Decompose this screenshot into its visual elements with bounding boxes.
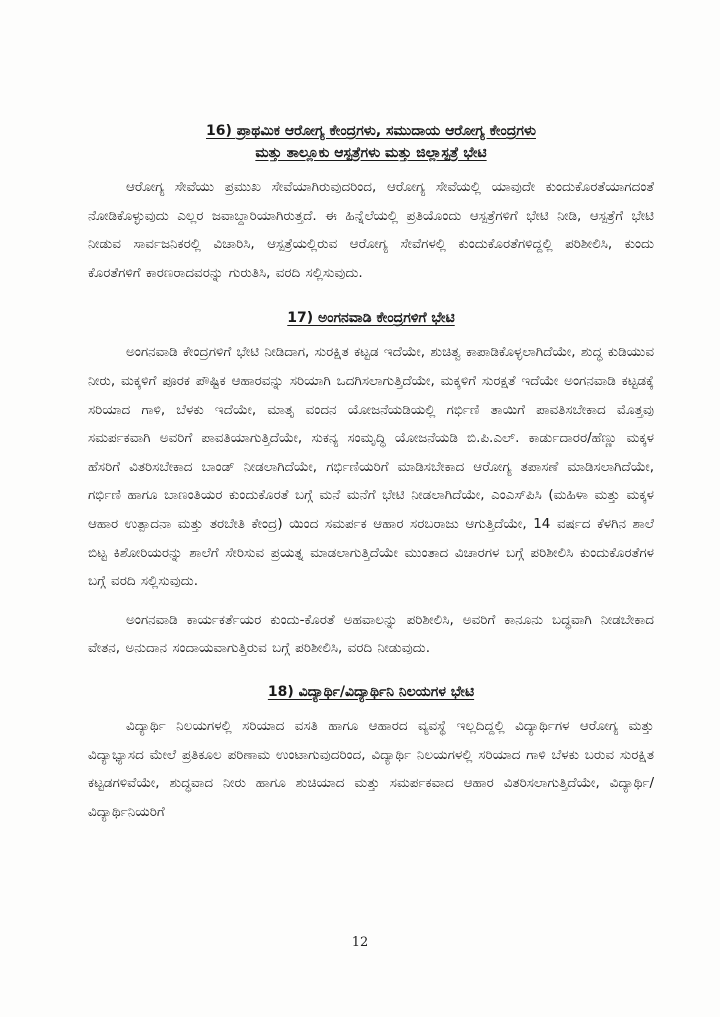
section-18-heading xyxy=(88,681,654,703)
section-16-heading xyxy=(88,120,654,164)
section-17-paragraph-2: ಅಂಗನವಾಡಿ ಕಾರ್ಯಕರ್ತೆಯರ ಕುಂದು-ಕೊರತೆ ಅಹವಾಲನ್ನು ಪರಿಶೀಲಿಸಿ, ಅವರಿಗೆ ಕಾನೂನು ಬದ್ಧವಾಗಿ ನೀಡಬೇಕಾದ ವೇತನ, ಅನುದಾನ ಸಂದಾಯವಾಗುತ್ತಿರುವ ಬಗ್ಗೆ ಪರಿಶೀಲಿಸಿ, ವರದಿ ನೀಡುವುದು. xyxy=(88,611,654,657)
page-number: 12 xyxy=(351,935,369,950)
section-16 xyxy=(88,120,654,287)
section-18 xyxy=(88,681,654,826)
section-16-heading-line-1: 16) ಪ್ರಾಥಮಿಕ ಆರೋಗ್ಯ ಕೇಂದ್ರಗಳು, ಸಮುದಾಯ ಆರೋಗ್ಯ ಕೇಂದ್ರಗಳು xyxy=(206,123,536,139)
section-16-heading-line-2: ಮತ್ತು ತಾಲ್ಲೂಕು ಆಸ್ಪತ್ರೆಗಳು ಮತ್ತು ಜಿಲ್ಲಾಸ್ಪತ್ರೆ ಭೇಟಿ xyxy=(255,145,487,161)
section-17-paragraph-1: ಅಂಗನವಾಡಿ ಕೇಂದ್ರಗಳಿಗೆ ಭೇಟಿ ನೀಡಿದಾಗ, ಸುರಕ್ಷಿತ ಕಟ್ಟಡ ಇದೆಯೇ, ಶುಚಿತ್ವ ಕಾಪಾಡಿಕೊಳ್ಳಲಾಗಿದೆಯೇ, ಶುದ್ಧ ಕುಡಿಯುವ ನೀರು, ಮಕ್ಕಳಿಗೆ ಪೂರಕ ಪೌಷ್ಟಿಕ ಆಹಾರವನ್ನು ಸರಿಯಾಗಿ ಒದಗಿಸಲಾಗುತ್ತಿದೆಯೇ, ಮಕ್ಕಳಿಗೆ ಸುರಕ್ಷತೆ ಇದೆಯೇ ಅಂಗನವಾಡಿ ಕಟ್ಟಡಕ್ಕೆ ಸರಿಯಾದ ಗಾಳಿ, ಬೆಳಕು ಇದೆಯೇ, ಮಾತೃ ವಂದನ ಯೋಜನೆಯಡಿಯಲ್ಲಿ ಗರ್ಭಿಣಿ ತಾಯಿಗೆ ಪಾವತಿಸಬೇಕಾದ ಮೊತ್ತವು ಸಮರ್ಪಕವಾಗಿ ಅವರಿಗೆ ಪಾವತಿಯಾಗುತ್ತಿದೆಯೇ, ಸುಕನ್ಯ ಸಂಮೃದ್ಧಿ ಯೋಜನೆಯಡಿ ಬಿ.ಪಿ.ಎಲ್. ಕಾರ್ಡುದಾರರ/ಹೆಣ್ಣು ಮಕ್ಕಳ ಹೆಸರಿಗೆ ವಿತರಿಸಬೇಕಾದ ಬಾಂಡ್ ನೀಡಲಾಗಿದೆಯೇ, ಗರ್ಭಿಣಿಯರಿಗೆ ಮಾಡಿಸಬೇಕಾದ ಆರೋಗ್ಯ ತಪಾಸಣೆ ಮಾಡಿಸಲಾಗಿದೆಯೇ, ಗರ್ಭಿಣಿ ಹಾಗೂ ಬಾಣಂತಿಯರ ಕುಂದುಕೊರತೆ ಬಗ್ಗೆ ಮನೆ ಮನೆಗೆ ಭೇಟಿ ನೀಡಲಾಗಿದೆಯೇ, ಎಂಎಸ್‌ಪಿಸಿ (ಮಹಿಳಾ ಮತ್ತು ಮಕ್ಕಳ ಆಹಾರ ಉತ್ಪಾದನಾ ಮತ್ತು ತರಬೇತಿ ಕೇಂದ್ರ) ಯಿಂದ ಸಮರ್ಪಕ ಆಹಾರ ಸರಬರಾಜು ಆಗುತ್ತಿದೆಯೇ, 14 ವರ್ಷದ ಕೆಳಗಿನ ಶಾಲೆ ಬಿಟ್ಟ ಕಿಶೋರಿಯರನ್ನು ಶಾಲೆಗೆ ಸೇರಿಸುವ ಪ್ರಯತ್ನ ಮಾಡಲಾಗುತ್ತಿದೆಯೇ ಮುಂತಾದ ವಿಚಾರಗಳ ಬಗ್ಗೆ ಪರಿಶೀಲಿಸಿ ಕುಂದುಕೊರತೆಗಳ ಬಗ್ಗೆ ವರದಿ ಸಲ್ಲಿಸುವುದು. xyxy=(88,344,654,590)
page-content xyxy=(88,120,654,826)
section-17-heading xyxy=(88,307,654,329)
section-16-paragraph-1: ಆರೋಗ್ಯ ಸೇವೆಯು ಪ್ರಮುಖ ಸೇವೆಯಾಗಿರುವುದರಿಂದ, ಆರೋಗ್ಯ ಸೇವೆಯಲ್ಲಿ ಯಾವುದೇ ಕುಂದುಕೊರತೆಯಾಗದಂತೆ ನೋಡಿಕೊಳ್ಳುವುದು ಎಲ್ಲರ ಜವಾಬ್ದಾರಿಯಾಗಿರುತ್ತದೆ. ಈ ಹಿನ್ನೆಲೆಯಲ್ಲಿ ಪ್ರತಿಯೊಂದು ಆಸ್ಪತ್ರೆಗಳಿಗೆ ಭೇಟಿ ನೀಡಿ, ಆಸ್ಪತ್ರೆಗೆ ಭೇಟಿ ನೀಡುವ ಸಾರ್ವಜನಿಕರಲ್ಲಿ ವಿಚಾರಿಸಿ, ಆಸ್ಪತ್ರೆಯಲ್ಲಿರುವ ಆರೋಗ್ಯ ಸೇವೆಗಳಲ್ಲಿ ಕುಂದುಕೊರತೆಗಳಿದ್ದಲ್ಲಿ ಪರಿಶೀಲಿಸಿ, ಕುಂದು ಕೊರತೆಗಳಿಗೆ ಕಾರಣರಾದವರನ್ನು ಗುರುತಿಸಿ, ವರದಿ ಸಲ್ಲಿಸುವುದು. xyxy=(88,179,654,281)
section-17-heading-line-1: 17) ಅಂಗನವಾಡಿ ಕೇಂದ್ರಗಳಿಗೆ ಭೇಟಿ xyxy=(287,310,455,327)
section-18-paragraph-1: ವಿದ್ಯಾರ್ಥಿ ನಿಲಯಗಳಲ್ಲಿ ಸರಿಯಾದ ವಸತಿ ಹಾಗೂ ಆಹಾರದ ವ್ಯವಸ್ಥೆ ಇಲ್ಲದಿದ್ದಲ್ಲಿ ವಿದ್ಯಾರ್ಥಿಗಳ ಆರೋಗ್ಯ ಮತ್ತು ವಿದ್ಯಾಭ್ಯಾಸದ ಮೇಲೆ ಪ್ರತಿಕೂಲ ಪರಿಣಾಮ ಉಂಟಾಗುವುದರಿಂದ, ವಿದ್ಯಾರ್ಥಿ ನಿಲಯಗಳಲ್ಲಿ ಸರಿಯಾದ ಗಾಳಿ ಬೆಳಕು ಬರುವ ಸುರಕ್ಷಿತ ಕಟ್ಟಡಗಳಿವೆಯೇ, ಶುದ್ಧವಾದ ನೀರು ಹಾಗೂ ಶುಚಿಯಾದ ಮತ್ತು ಸಮರ್ಪಕವಾದ ಆಹಾರ ವಿತರಿಸಲಾಗುತ್ತಿದೆಯೇ, ವಿದ್ಯಾರ್ಥಿ/ವಿದ್ಯಾರ್ಥಿನಿಯರಿಗೆ xyxy=(88,717,654,820)
section-18-heading-line-1: 18) ವಿದ್ಯಾರ್ಥಿ/ವಿದ್ಯಾರ್ಥಿನಿ ನಿಲಯಗಳ ಭೇಟಿ xyxy=(267,683,475,700)
section-17 xyxy=(88,307,654,663)
